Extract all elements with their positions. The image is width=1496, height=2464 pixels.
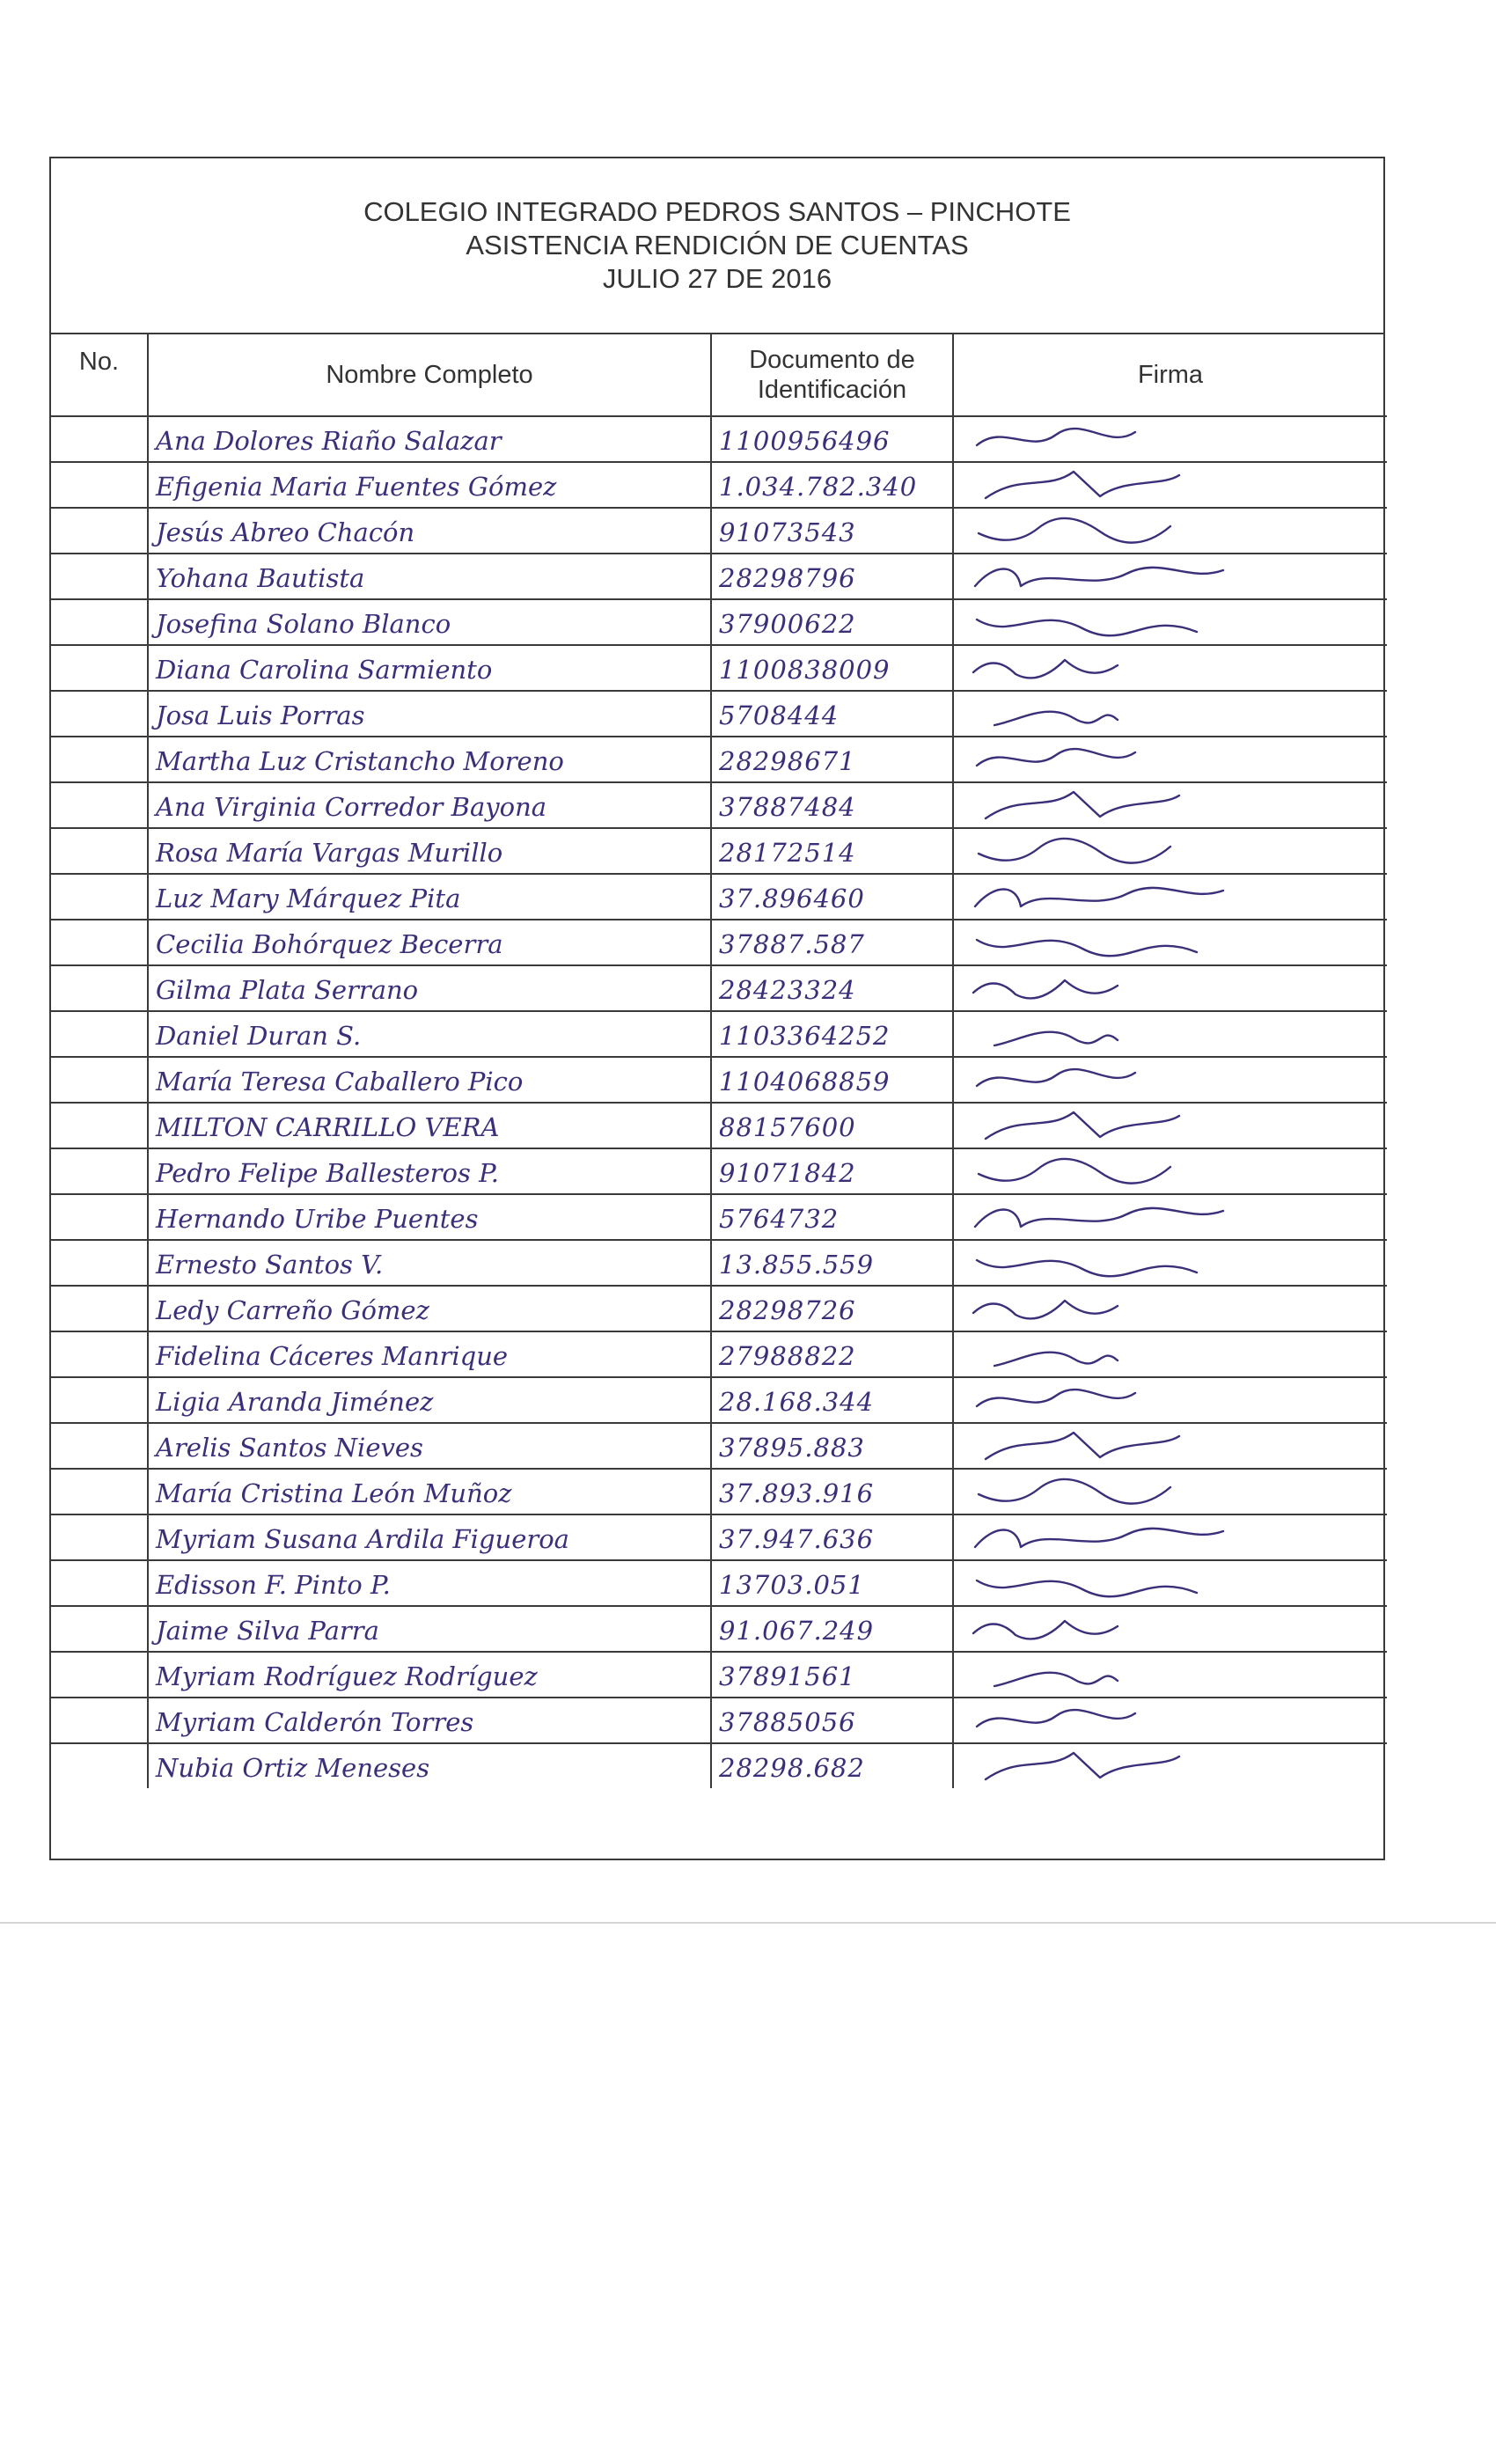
handwritten-signature: [968, 510, 1373, 551]
signature-cell: [953, 1148, 1387, 1194]
full-name-cell: Luz Mary Márquez Pita: [148, 874, 711, 920]
table-row: [51, 782, 1387, 828]
handwritten-signature: [968, 1334, 1373, 1375]
signature-cell: [953, 1240, 1387, 1286]
row-number-cell: [51, 828, 148, 874]
table-row: [51, 920, 1387, 965]
signature-cell: [953, 554, 1387, 599]
row-number-cell: [51, 1560, 148, 1606]
id-document-cell: 28172514: [711, 828, 953, 874]
row-number-cell: [51, 1469, 148, 1514]
signature-cell: [953, 1560, 1387, 1606]
table-row: [51, 1377, 1387, 1423]
id-document-cell: 91073543: [711, 508, 953, 554]
row-number-cell: [51, 508, 148, 554]
id-document-cell: 13.855.559: [711, 1240, 953, 1286]
handwritten-signature: [968, 1288, 1373, 1329]
event-title: ASISTENCIA RENDICIÓN DE CUENTAS: [466, 230, 969, 260]
full-name-cell: Edisson F. Pinto P.: [148, 1560, 711, 1606]
table-row: [51, 599, 1387, 645]
table-row: [51, 416, 1387, 462]
row-number-cell: [51, 782, 148, 828]
signature-cell: [953, 1423, 1387, 1469]
handwritten-signature: [968, 1609, 1373, 1649]
signature-cell: [953, 416, 1387, 462]
attendance-sheet: [49, 157, 1385, 1860]
signature-cell: [953, 1743, 1387, 1788]
handwritten-signature: [968, 1700, 1373, 1741]
row-number-cell: [51, 645, 148, 691]
row-number-cell: [51, 1743, 148, 1788]
table-row: [51, 1698, 1387, 1743]
id-document-cell: 91.067.249: [711, 1606, 953, 1652]
row-number-cell: [51, 874, 148, 920]
signature-cell: [953, 920, 1387, 965]
row-number-cell: [51, 1194, 148, 1240]
signature-cell: [953, 1194, 1387, 1240]
handwritten-signature: [968, 1471, 1373, 1512]
handwritten-signature: [968, 648, 1373, 688]
signature-cell: [953, 1286, 1387, 1331]
signature-cell: [953, 599, 1387, 645]
full-name-cell: María Cristina León Muñoz: [148, 1469, 711, 1514]
id-document-cell: 5708444: [711, 691, 953, 737]
id-document-cell: 37.896460: [711, 874, 953, 920]
row-number-cell: [51, 1240, 148, 1286]
handwritten-signature: [968, 693, 1373, 734]
id-document-cell: 28298.682: [711, 1743, 953, 1788]
id-document-cell: 13703.051: [711, 1560, 953, 1606]
handwritten-signature: [968, 1243, 1373, 1283]
row-number-cell: [51, 737, 148, 782]
row-number-cell: [51, 920, 148, 965]
full-name-cell: Cecilia Bohórquez Becerra: [148, 920, 711, 965]
full-name-cell: Daniel Duran S.: [148, 1011, 711, 1057]
table-row: [51, 965, 1387, 1011]
full-name-cell: Martha Luz Cristancho Moreno: [148, 737, 711, 782]
row-number-cell: [51, 554, 148, 599]
signature-cell: [953, 1652, 1387, 1698]
table-row: [51, 462, 1387, 508]
table-row: [51, 1011, 1387, 1057]
full-name-cell: María Teresa Caballero Pico: [148, 1057, 711, 1103]
handwritten-signature: [968, 968, 1373, 1008]
id-document-cell: 37891561: [711, 1652, 953, 1698]
attendance-table: [51, 334, 1387, 1788]
full-name-cell: Fidelina Cáceres Manrique: [148, 1331, 711, 1377]
id-document-cell: 28298726: [711, 1286, 953, 1331]
full-name-cell: Hernando Uribe Puentes: [148, 1194, 711, 1240]
id-document-cell: 28423324: [711, 965, 953, 1011]
id-document-cell: 37900622: [711, 599, 953, 645]
full-name-cell: Arelis Santos Nieves: [148, 1423, 711, 1469]
table-row: [51, 1743, 1387, 1788]
signature-cell: [953, 874, 1387, 920]
row-number-cell: [51, 416, 148, 462]
signature-cell: [953, 737, 1387, 782]
column-header-no: No.: [51, 334, 148, 416]
row-number-cell: [51, 1148, 148, 1194]
column-header-signature: Firma: [953, 334, 1387, 416]
table-row: [51, 1514, 1387, 1560]
handwritten-signature: [968, 831, 1373, 871]
handwritten-signature: [968, 556, 1373, 597]
id-document-cell: 1104068859: [711, 1057, 953, 1103]
signature-cell: [953, 1377, 1387, 1423]
id-document-cell: 91071842: [711, 1148, 953, 1194]
full-name-cell: Jesús Abreo Chacón: [148, 508, 711, 554]
full-name-cell: MILTON CARRILLO VERA: [148, 1103, 711, 1148]
table-row: [51, 1194, 1387, 1240]
handwritten-signature: [968, 602, 1373, 642]
full-name-cell: Yohana Bautista: [148, 554, 711, 599]
handwritten-signature: [968, 1197, 1373, 1237]
handwritten-signature: [968, 1517, 1373, 1558]
row-number-cell: [51, 1331, 148, 1377]
full-name-cell: Nubia Ortiz Meneses: [148, 1743, 711, 1788]
signature-cell: [953, 1469, 1387, 1514]
table-row: [51, 691, 1387, 737]
table-row: [51, 554, 1387, 599]
id-document-cell: 1100956496: [711, 416, 953, 462]
column-header-name: Nombre Completo: [148, 334, 711, 416]
full-name-cell: Ledy Carreño Gómez: [148, 1286, 711, 1331]
handwritten-signature: [968, 922, 1373, 963]
id-document-cell: 1.034.782.340: [711, 462, 953, 508]
row-number-cell: [51, 1377, 148, 1423]
signature-cell: [953, 1011, 1387, 1057]
table-header-row: [51, 334, 1387, 416]
row-number-cell: [51, 1606, 148, 1652]
table-row: [51, 1057, 1387, 1103]
table-row: [51, 508, 1387, 554]
signature-cell: [953, 1057, 1387, 1103]
full-name-cell: Efigenia Maria Fuentes Gómez: [148, 462, 711, 508]
handwritten-signature: [968, 1060, 1373, 1100]
full-name-cell: Gilma Plata Serrano: [148, 965, 711, 1011]
table-row: [51, 1331, 1387, 1377]
row-number-cell: [51, 1286, 148, 1331]
row-number-cell: [51, 462, 148, 508]
table-row: [51, 828, 1387, 874]
full-name-cell: Rosa María Vargas Murillo: [148, 828, 711, 874]
table-row: [51, 1606, 1387, 1652]
school-name: COLEGIO INTEGRADO PEDROS SANTOS – PINCHOTE: [363, 196, 1071, 227]
full-name-cell: Jaime Silva Parra: [148, 1606, 711, 1652]
row-number-cell: [51, 599, 148, 645]
row-number-cell: [51, 691, 148, 737]
signature-cell: [953, 1698, 1387, 1743]
id-document-cell: 1103364252: [711, 1011, 953, 1057]
signature-cell: [953, 508, 1387, 554]
signature-cell: [953, 1331, 1387, 1377]
row-number-cell: [51, 1652, 148, 1698]
id-document-cell: 37.947.636: [711, 1514, 953, 1560]
handwritten-signature: [968, 1151, 1373, 1192]
table-row: [51, 1652, 1387, 1698]
handwritten-signature: [968, 1380, 1373, 1420]
column-header-doc: Documento de Identificación: [711, 334, 953, 416]
id-document-cell: 37.893.916: [711, 1469, 953, 1514]
row-number-cell: [51, 1514, 148, 1560]
signature-cell: [953, 1606, 1387, 1652]
full-name-cell: Myriam Rodríguez Rodríguez: [148, 1652, 711, 1698]
full-name-cell: Diana Carolina Sarmiento: [148, 645, 711, 691]
row-number-cell: [51, 1057, 148, 1103]
signature-cell: [953, 782, 1387, 828]
row-number-cell: [51, 1103, 148, 1148]
signature-cell: [953, 691, 1387, 737]
handwritten-signature: [968, 1746, 1373, 1786]
handwritten-signature: [968, 1654, 1373, 1695]
handwritten-signature: [968, 1105, 1373, 1146]
full-name-cell: Myriam Calderón Torres: [148, 1698, 711, 1743]
table-row: [51, 645, 1387, 691]
row-number-cell: [51, 1423, 148, 1469]
signature-cell: [953, 828, 1387, 874]
handwritten-signature: [968, 876, 1373, 917]
full-name-cell: Ligia Aranda Jiménez: [148, 1377, 711, 1423]
table-row: [51, 1286, 1387, 1331]
full-name-cell: Myriam Susana Ardila Figueroa: [148, 1514, 711, 1560]
table-row: [51, 1240, 1387, 1286]
attendance-rows: [51, 416, 1387, 1788]
id-document-cell: 28298796: [711, 554, 953, 599]
handwritten-signature: [968, 1426, 1373, 1466]
sheet-header: [51, 158, 1383, 334]
row-number-cell: [51, 1011, 148, 1057]
id-document-cell: 27988822: [711, 1331, 953, 1377]
full-name-cell: Josefina Solano Blanco: [148, 599, 711, 645]
table-row: [51, 874, 1387, 920]
id-document-cell: 37887.587: [711, 920, 953, 965]
scan-edge-line: [0, 1922, 1496, 1924]
row-number-cell: [51, 1698, 148, 1743]
table-row: [51, 737, 1387, 782]
id-document-cell: 37895.883: [711, 1423, 953, 1469]
full-name-cell: Ana Virginia Corredor Bayona: [148, 782, 711, 828]
handwritten-signature: [968, 465, 1373, 505]
handwritten-signature: [968, 739, 1373, 780]
event-date: JULIO 27 DE 2016: [602, 263, 832, 294]
handwritten-signature: [968, 785, 1373, 825]
id-document-cell: 88157600: [711, 1103, 953, 1148]
signature-cell: [953, 1103, 1387, 1148]
id-document-cell: 28298671: [711, 737, 953, 782]
full-name-cell: Josa Luis Porras: [148, 691, 711, 737]
id-document-cell: 28.168.344: [711, 1377, 953, 1423]
signature-cell: [953, 645, 1387, 691]
signature-cell: [953, 965, 1387, 1011]
id-document-cell: 1100838009: [711, 645, 953, 691]
full-name-cell: Ana Dolores Riaño Salazar: [148, 416, 711, 462]
signature-cell: [953, 462, 1387, 508]
signature-cell: [953, 1514, 1387, 1560]
table-row: [51, 1148, 1387, 1194]
full-name-cell: Pedro Felipe Ballesteros P.: [148, 1148, 711, 1194]
id-document-cell: 37887484: [711, 782, 953, 828]
table-row: [51, 1103, 1387, 1148]
handwritten-signature: [968, 1563, 1373, 1603]
handwritten-signature: [968, 419, 1373, 459]
full-name-cell: Ernesto Santos V.: [148, 1240, 711, 1286]
id-document-cell: 5764732: [711, 1194, 953, 1240]
table-row: [51, 1469, 1387, 1514]
row-number-cell: [51, 965, 148, 1011]
handwritten-signature: [968, 1014, 1373, 1054]
id-document-cell: 37885056: [711, 1698, 953, 1743]
table-row: [51, 1423, 1387, 1469]
table-row: [51, 1560, 1387, 1606]
